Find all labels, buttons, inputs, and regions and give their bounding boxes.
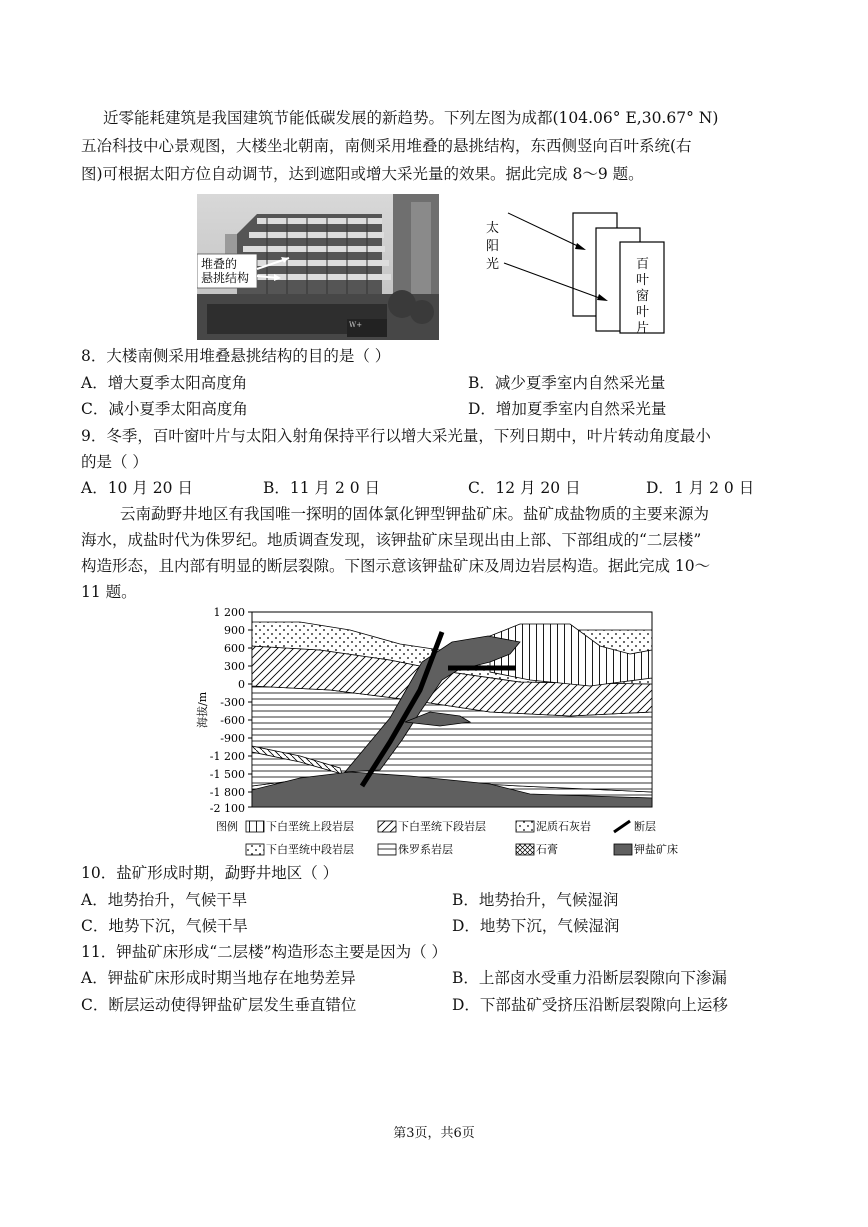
blade-char-4: 叶 [636,305,650,320]
intro2-line4: 11 题。 [81,583,137,601]
blade-char-5: 片 [636,321,650,336]
legend-label: 断层 [634,820,656,833]
ytick-label: 1 200 [213,606,245,619]
ytick-label: 600 [224,642,245,655]
q9-stem-line2: 的是（ ） [81,453,148,471]
building-photo [197,194,439,340]
legend-label: 下白垩统中段岩层 [266,843,354,856]
q10-option-a[interactable]: A．地势抬升，气候干旱 [81,891,248,909]
q9-option-a[interactable]: A．10 月 20 日 [81,479,193,497]
sun-char-3: 光 [486,257,500,272]
legend-label: 石膏 [536,843,558,856]
intro1-line2: 五冶科技中心景观图，大楼坐北朝南，南侧采用堆叠的悬挑结构，东西侧竖向百叶系统(右 [81,137,692,155]
q10-option-d[interactable]: D．地势下沉，气候湿润 [452,917,620,935]
q8-stem: 8．大楼南侧采用堆叠悬挑结构的目的是（ ） [81,347,391,365]
legend-title: 图例 [216,820,238,833]
q11-stem: 11．钾盐矿床形成“二层楼”构造形态主要是因为（ ） [81,943,447,961]
ytick-label: -1 800 [209,786,245,799]
intro2-line2: 海水，成盐时代为侏罗纪。地质调查发现，该钾盐矿床呈现出由上部、下部组成的“二层楼” [81,531,702,549]
blade-char-3: 窗 [636,289,650,304]
y-axis-ticks [210,606,245,815]
louver-diagram [480,205,680,340]
geology-diagram [190,600,702,866]
q9-option-d[interactable]: D．1 月 2 0 日 [646,479,755,497]
intro1-line3: 图)可根据太阳方位自动调节，达到遮阳或增大采光量的效果。据此完成 8～9 题。 [81,165,644,183]
intro2-line1: 云南勐野井地区有我国唯一探明的固体氯化钾型钾盐矿床。盐矿成盐物质的主要来源为 [120,505,710,523]
q9-option-b[interactable]: B．11 月 2 0 日 [263,479,381,497]
q11-option-d[interactable]: D．下部盐矿受挤压沿断层裂隙向上运移 [452,996,728,1014]
q8-option-b[interactable]: B．减少夏季室内自然采光量 [468,374,666,392]
legend-label: 侏罗系岩层 [398,843,453,856]
ytick-label: -300 [220,696,245,709]
blade-char-1: 百 [636,257,650,272]
sun-char-2: 阳 [486,239,500,254]
legend-label: 下白垩统上段岩层 [266,820,354,833]
ytick-label: -1 500 [209,768,245,781]
photo-sign: W+ [349,321,363,329]
q8-option-c[interactable]: C．减小夏季太阳高度角 [81,400,248,418]
photo-label-line1: 堆叠的 [201,257,238,271]
ytick-label: -600 [220,714,245,727]
ytick-label: 900 [224,624,245,637]
q10-stem: 10．盐矿形成时期，勐野井地区（ ） [81,864,339,882]
ytick-label: -900 [220,732,245,745]
legend-label: 钾盐矿床 [634,843,678,856]
q8-option-a[interactable]: A．增大夏季太阳高度角 [81,374,248,392]
y-axis-label: 海拔/m [196,691,209,728]
intro2-line3: 构造形态，且内部有明显的断层裂隙。下图示意该钾盐矿床及周边岩层构造。据此完成 10～ [81,557,711,575]
q11-option-c[interactable]: C．断层运动使得钾盐矿层发生垂直错位 [81,996,357,1014]
q10-option-c[interactable]: C．地势下沉，气候干旱 [81,917,248,935]
legend-label: 下白垩统下段岩层 [398,820,486,833]
sun-char-1: 太 [486,221,500,236]
q8-option-d[interactable]: D．增加夏季室内自然采光量 [468,400,667,418]
q9-stem-line1: 9．冬季，百叶窗叶片与太阳入射角保持平行以增大采光量，下列日期中，叶片转动角度最小 [81,427,711,445]
q10-option-b[interactable]: B．地势抬升，气候湿润 [452,891,619,909]
intro1-line1: 近零能耗建筑是我国建筑节能低碳发展的新趋势。下列左图为成都(104.06° E,30.67° N) [103,109,719,127]
ytick-label: -1 200 [209,750,245,763]
ytick-label: 300 [224,660,245,673]
q11-option-b[interactable]: B．上部卤水受重力沿断层裂隙向下渗漏 [452,969,727,987]
q9-option-c[interactable]: C．12 月 20 日 [468,479,581,497]
q11-option-a[interactable]: A．钾盐矿床形成时期当地存在地势差异 [81,969,356,987]
photo-label-line2: 悬挑结构 [201,271,250,285]
legend-label: 泥质石灰岩 [536,820,591,833]
page-number: 第3页，共6页 [393,1126,475,1141]
ytick-label: 0 [238,678,245,691]
ytick-label: -2 100 [209,802,245,815]
blade-char-2: 叶 [636,273,650,288]
